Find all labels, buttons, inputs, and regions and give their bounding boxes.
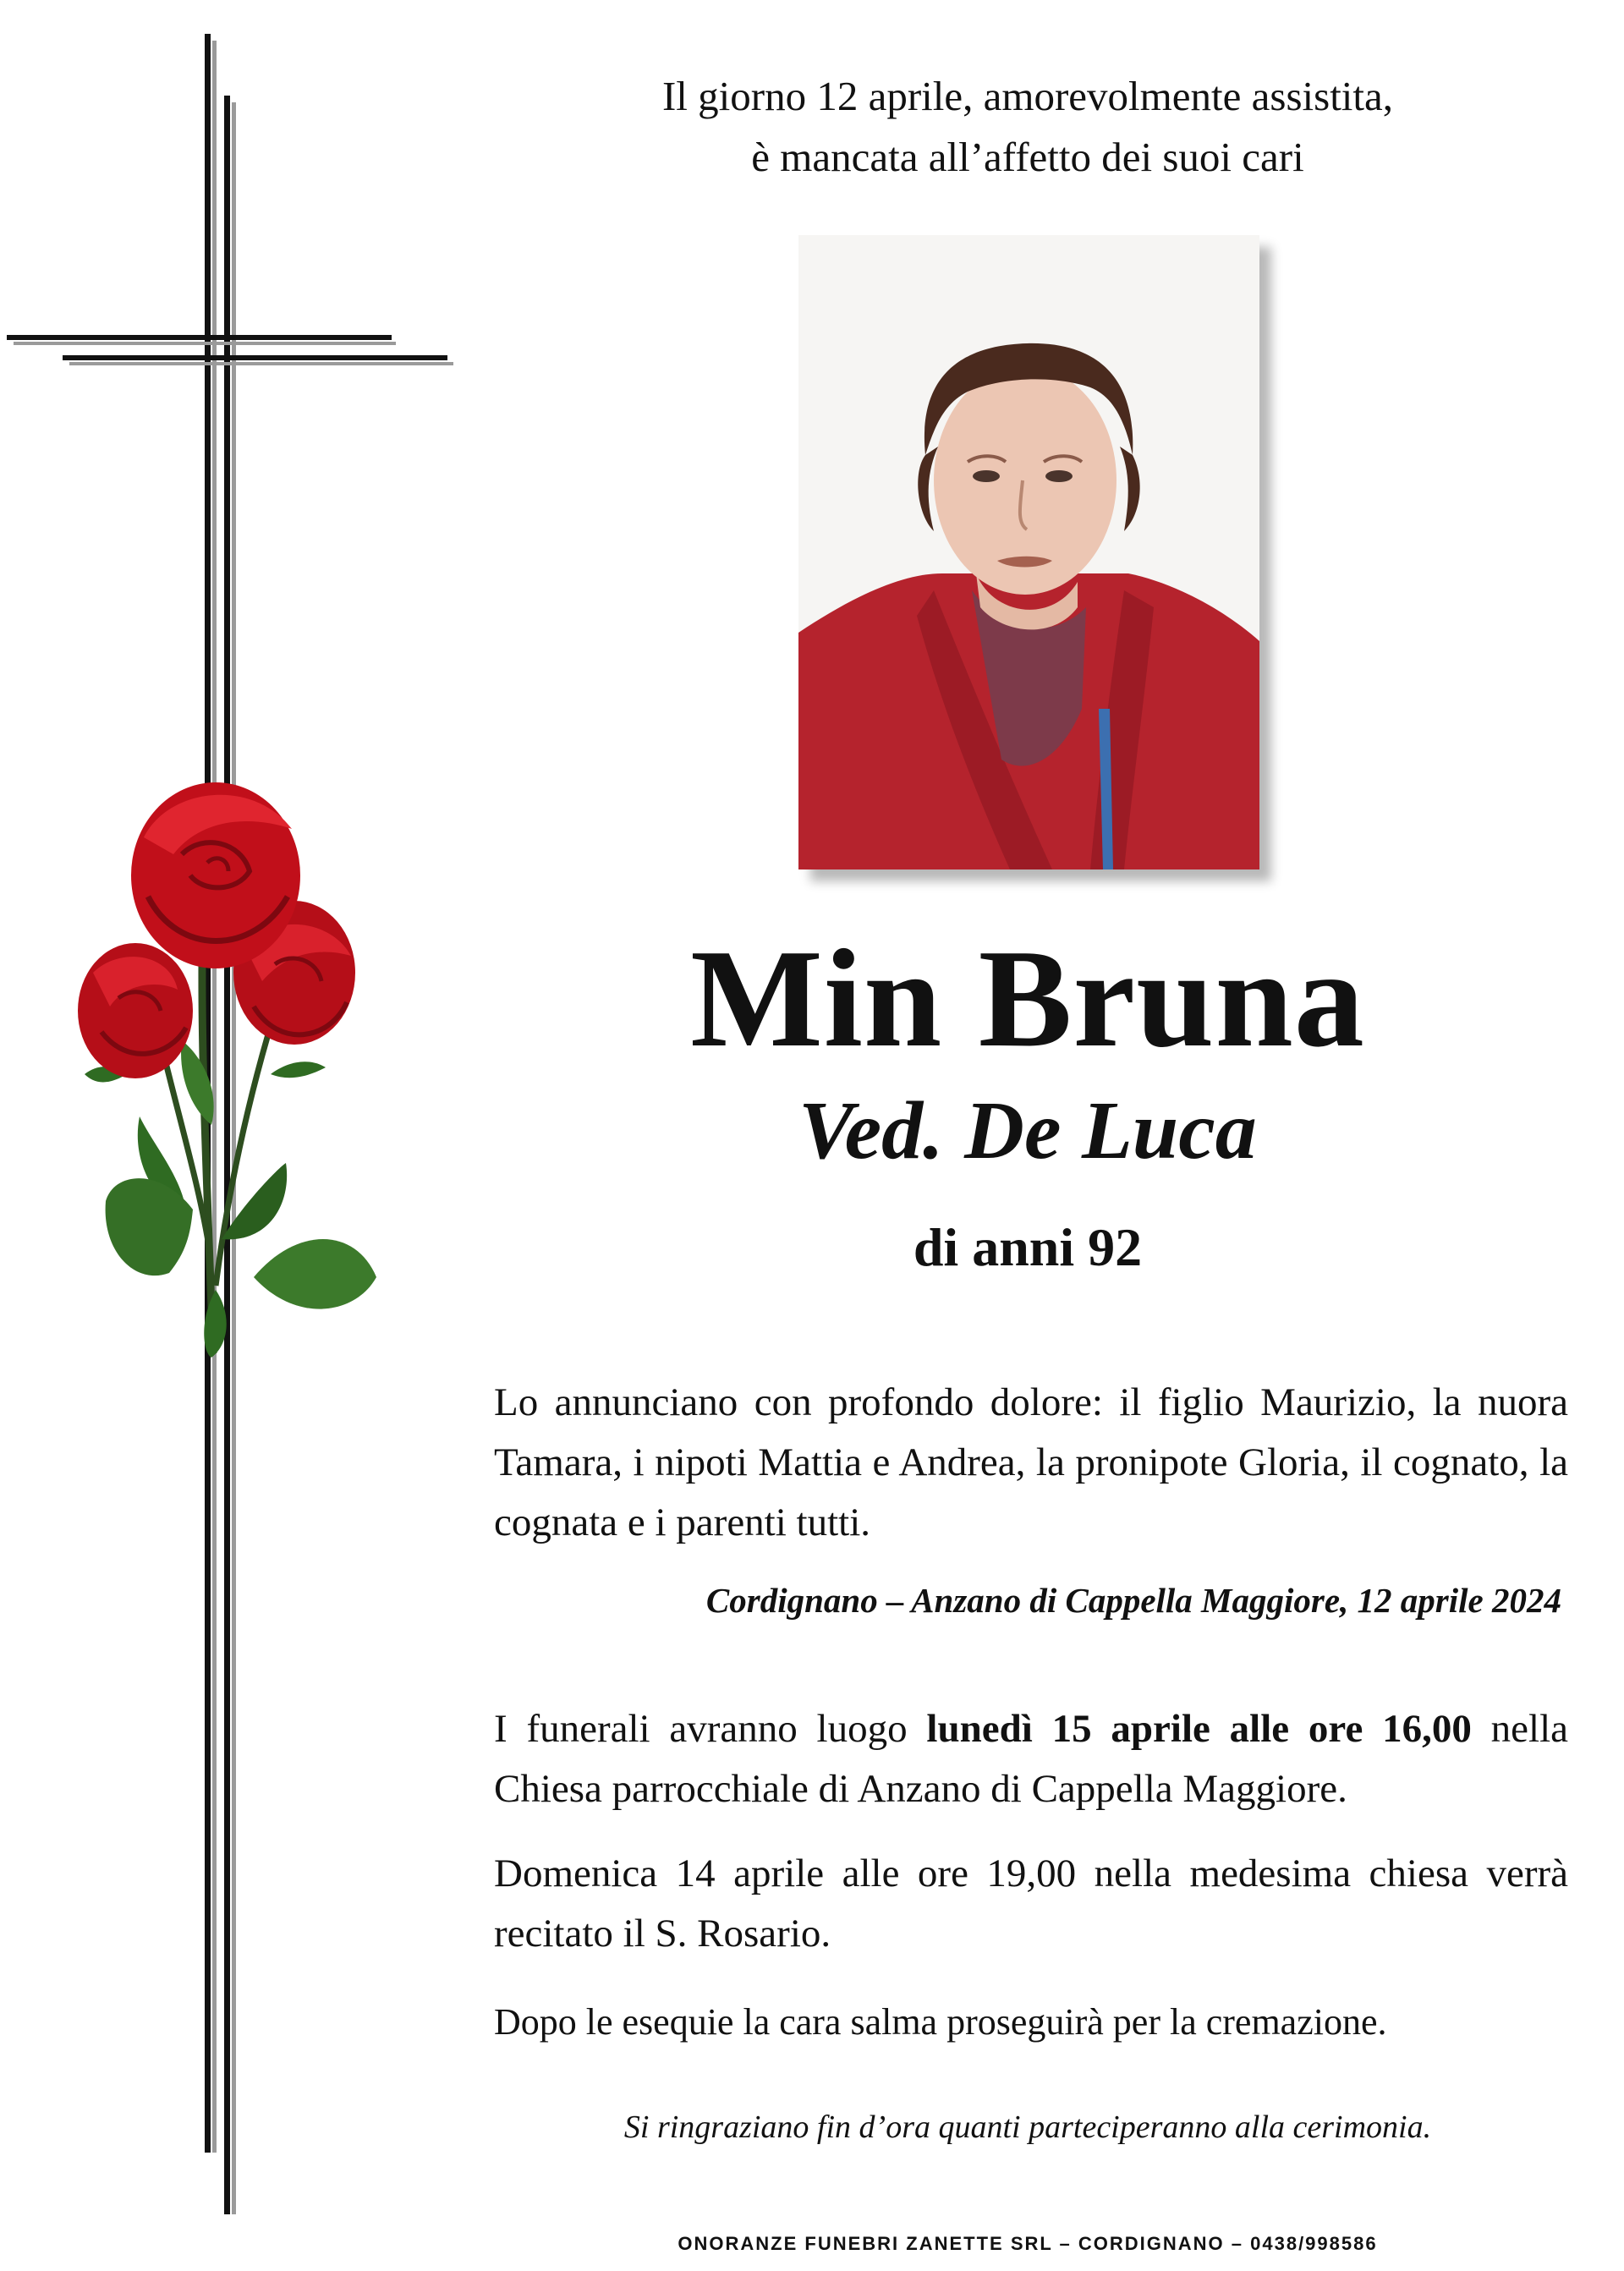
funeral-home-footer: ONORANZE FUNEBRI ZANETTE SRL – CORDIGNANO – 0438/998586 — [678, 2233, 1378, 2254]
deceased-name: Min Bruna — [690, 920, 1365, 1076]
funeral-prefix: I funerali avranno luogo — [494, 1707, 927, 1751]
cross-with-roses-decoration — [0, 0, 474, 2271]
intro-text — [508, 66, 1548, 188]
funeral-datetime: lunedì 15 aprile alle ore 16,00 — [926, 1707, 1472, 1751]
intro-line-2: è mancata all’affetto dei suoi cari — [751, 134, 1304, 180]
place-date: Cordignano – Anzano di Cappella Maggiore, 12 aprile 2024 — [705, 1581, 1561, 1620]
rosary-paragraph: Domenica 14 aprile alle ore 19,00 nella medesima chiesa verrà recitato il S. Rosario. — [494, 1851, 1568, 1956]
cremation-paragraph: Dopo le esequie la cara salma proseguirà per la cremazione. — [494, 2001, 1387, 2043]
thanks-note: Si ringraziano fin d’ora quanti parteciperanno alla cerimonia. — [623, 2109, 1432, 2145]
portrait-photo — [798, 235, 1259, 869]
age: di anni 92 — [913, 1217, 1143, 1277]
funeral-location: nella Chiesa parrocchiale di Anzano di Cappella Maggiore. — [494, 1707, 1568, 1811]
widow-of: Ved. De Luca — [798, 1085, 1257, 1177]
funeral-paragraph — [494, 1699, 1568, 1819]
announcement-paragraph: Lo annunciano con profondo dolore: il figlio Maurizio, la nuora Tamara, i nipoti Mattia e Andrea, la pronipote Gloria, il cognato, la cognata e i parenti tutti. — [494, 1380, 1568, 1544]
intro-line-1: Il giorno 12 aprile, amorevolmente assistita, — [661, 73, 1394, 119]
